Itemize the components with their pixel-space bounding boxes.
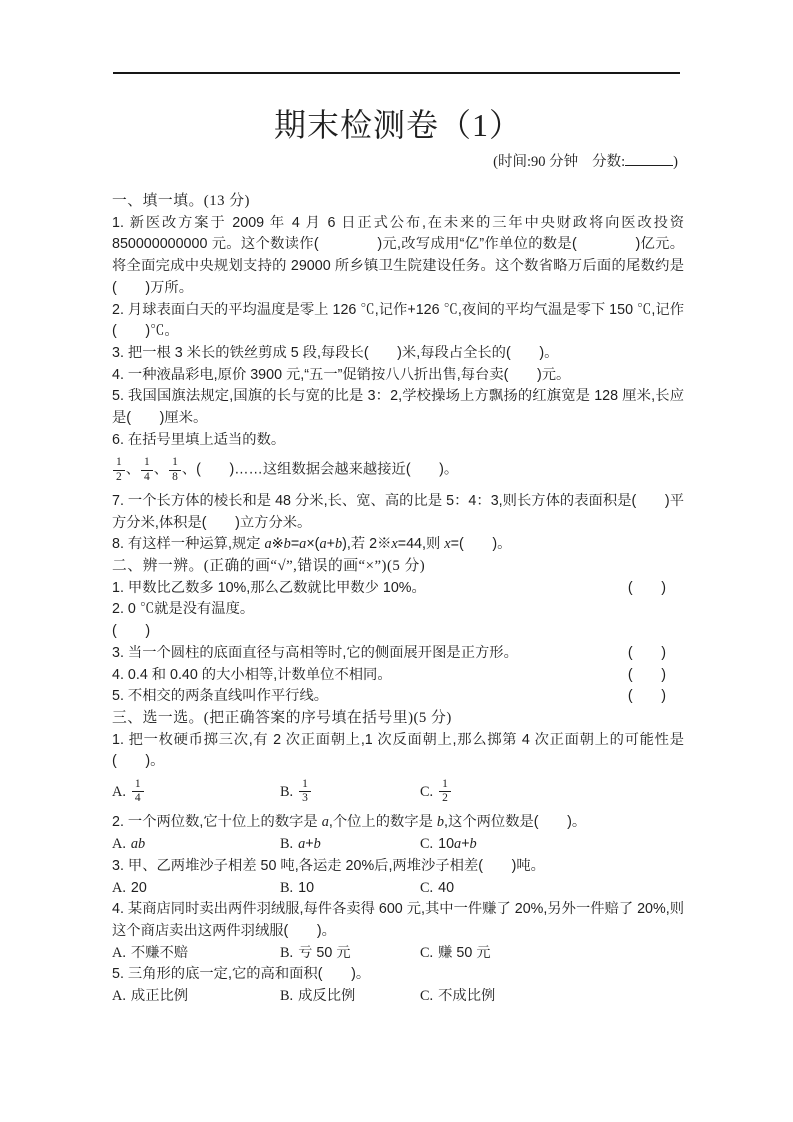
question-text: 7. 一个长方体的棱长和是 48 分米,长、宽、高的比是 5：4：3,则长方体的表面积是( )平方分米,体积是( )立方分米。 bbox=[112, 492, 684, 531]
fraction bbox=[169, 456, 181, 483]
fraction bbox=[141, 456, 153, 483]
math-variable: a bbox=[319, 536, 327, 553]
fraction-denominator: 2 bbox=[442, 792, 448, 805]
section-heading: 三、选一选。(把正确答案的序号填在括号里)(5 分) bbox=[112, 709, 452, 726]
question-text: 8. 有这样一种运算,规定 a※b=a×(a+b),若 2※x=44,则 x=( )。 bbox=[112, 536, 512, 553]
meta-close: ) bbox=[673, 154, 678, 170]
fraction bbox=[299, 778, 311, 805]
option-label: A. bbox=[112, 879, 126, 896]
true-false-text: 4. 0.4 和 0.40 的大小相等,计数单位不相同。 bbox=[112, 666, 392, 683]
answer-blank: ( ) bbox=[627, 644, 666, 661]
fraction-denominator: 8 bbox=[172, 470, 178, 483]
fraction-numerator: 1 bbox=[141, 456, 153, 470]
fraction-numerator: 1 bbox=[299, 778, 311, 792]
question-text: 5. 三角形的底一定,它的高和面积( )。 bbox=[112, 966, 371, 983]
options-row bbox=[112, 943, 684, 965]
options-row bbox=[112, 878, 684, 900]
question-text: 6. 在括号里填上适当的数。 bbox=[112, 431, 286, 448]
exam-meta bbox=[112, 150, 678, 171]
option-label: B. bbox=[280, 988, 294, 1005]
fraction-denominator: 3 bbox=[302, 792, 308, 805]
fraction-numerator: 1 bbox=[439, 778, 451, 792]
section-heading: 一、填一填。(13 分) bbox=[112, 193, 250, 209]
fraction bbox=[132, 778, 144, 805]
math-variable: a bbox=[298, 836, 306, 853]
option-label: C. bbox=[420, 988, 434, 1005]
fraction-numerator: 1 bbox=[169, 456, 181, 470]
header-rule bbox=[113, 72, 680, 74]
question-text: 3. 把一根 3 米长的铁丝剪成 5 段,每段长( )米,每段占全长的( )。 bbox=[112, 344, 559, 361]
math-variable: a bbox=[299, 536, 307, 553]
option-b: B. 成反比例 bbox=[280, 988, 356, 1005]
true-false-item bbox=[112, 686, 684, 708]
question-text: 2. 月球表面白天的平均温度是零上 126 ℃,记作+126 ℃,夜间的平均气温是零下 150 ℃,记作( )℃。 bbox=[112, 301, 684, 340]
time-label: (时间:90 分钟 bbox=[493, 154, 579, 170]
true-false-item bbox=[112, 578, 684, 600]
true-false-text: 3. 当一个圆柱的底面直径与高相等时,它的侧面展开图是正方形。 bbox=[112, 644, 518, 661]
option-c: C. 10a+b bbox=[420, 836, 477, 853]
math-variable: b bbox=[313, 836, 321, 853]
question-text: 4. 一种液晶彩电,原价 3900 元,“五一”促销按八八折出售,每台卖( )元。 bbox=[112, 366, 571, 383]
option-label: B. bbox=[280, 836, 294, 853]
fraction-line: $\frac{1}{2}$ 、 $\frac{1}{4}$ 、 $\frac{1}{8}$ 、( )……这组数据会越来越接近( )。 bbox=[112, 451, 684, 490]
option-label: C. bbox=[420, 879, 434, 896]
true-false-item bbox=[112, 643, 684, 665]
fraction-numerator: 1 bbox=[132, 778, 144, 792]
fraction-denominator: 2 bbox=[116, 470, 122, 483]
option-label: C. bbox=[420, 783, 434, 800]
exam-page bbox=[112, 84, 684, 1008]
true-false-text: 5. 不相交的两条直线叫作平行线。 bbox=[112, 688, 329, 705]
math-variable: a bbox=[321, 814, 329, 831]
option-label: B. bbox=[280, 879, 294, 896]
score-blank bbox=[625, 150, 673, 166]
question-text: 4. 某商店同时卖出两件羽绒服,每件各卖得 600 元,其中一件赚了 20%,另外一件赔了 20%,则这个商店卖出这两件羽绒服( )。 bbox=[112, 901, 684, 939]
option-b: B. 亏 50 元 bbox=[280, 944, 351, 961]
answer-blank: ( ) bbox=[627, 579, 666, 596]
option-a: A. 20 bbox=[112, 879, 147, 896]
math-variable: x bbox=[444, 536, 451, 553]
option-a: A. 不赚不赔 bbox=[112, 944, 189, 961]
option-a: A. 成正比例 bbox=[112, 988, 189, 1005]
option-label: B. bbox=[280, 944, 294, 961]
option-a bbox=[112, 834, 280, 856]
option-label: A. bbox=[112, 836, 126, 853]
true-false-text: 1. 甲数比乙数多 10%,那么乙数就比甲数少 10%。 bbox=[112, 579, 426, 596]
option-label: C. bbox=[420, 836, 434, 853]
fraction-denominator: 4 bbox=[134, 792, 141, 805]
question-text: 5. 我国国旗法规定,国旗的长与宽的比是 3：2,学校操场上方飘扬的红旗宽是 128 厘米,长应是( )厘米。 bbox=[112, 388, 684, 427]
fraction-denominator: 4 bbox=[144, 470, 150, 483]
option-c: C. 不成比例 bbox=[420, 988, 496, 1005]
option-c: C. 赚 50 元 bbox=[420, 944, 491, 961]
question-text: 3. 甲、乙两堆沙子相差 50 吨,各运走 20%后,两堆沙子相差( )吨。 bbox=[112, 857, 545, 874]
option-c: C. 40 bbox=[420, 879, 455, 896]
answer-blank: ( ) bbox=[627, 666, 666, 683]
math-variable: b bbox=[469, 836, 477, 853]
options-row bbox=[112, 773, 684, 812]
exam-body bbox=[112, 191, 684, 1008]
math-variable: ab bbox=[130, 836, 146, 853]
options-row bbox=[112, 986, 684, 1008]
fraction bbox=[439, 778, 451, 805]
option-a bbox=[112, 778, 280, 805]
option-b: B. 10 bbox=[280, 879, 315, 896]
question-text: 1. 新医改方案于 2009 年 4 月 6 日正式公布,在未来的三年中央财政将向医改投资 850000000000 元。这个数读作( )元,改写成用“亿”作单位的数是( )亿元。将全面完成中央规划支持的 29000 所乡镇卫生院建设任务。这个数省略万后面的尾数约是( )万所。 bbox=[112, 214, 684, 296]
answer-blank: ( ) bbox=[627, 688, 666, 705]
math-variable: x bbox=[391, 536, 398, 553]
question-text: 1. 把一枚硬币掷三次,有 2 次正面朝上,1 次反面朝上,那么掷第 4 次正面朝上的可能性是( )。 bbox=[112, 731, 684, 770]
math-variable: a bbox=[454, 836, 462, 853]
math-variable: b bbox=[283, 536, 291, 553]
option-label: A. bbox=[112, 988, 126, 1005]
question-text: 2. 一个两位数,它十位上的数字是 a,个位上的数字是 b,这个两位数是( )。 bbox=[112, 814, 587, 831]
fraction-numerator: 1 bbox=[113, 456, 125, 470]
score-label: 分数: bbox=[592, 154, 626, 170]
option-label: A. bbox=[112, 944, 126, 961]
math-variable: b bbox=[436, 814, 445, 831]
question-text: 2. 0 ℃就是没有温度。 bbox=[112, 601, 255, 618]
option-c bbox=[420, 778, 684, 805]
option-label: A. bbox=[112, 783, 126, 800]
page-title: 期末检测卷（1） bbox=[273, 107, 522, 143]
options-row bbox=[112, 834, 684, 856]
math-variable: b bbox=[334, 536, 343, 553]
section-heading: 二、辨一辨。(正确的画“√”,错误的画“×”)(5 分) bbox=[112, 557, 426, 574]
fraction bbox=[113, 456, 125, 483]
option-label: B. bbox=[280, 783, 294, 800]
option-b bbox=[280, 778, 420, 805]
option-label: C. bbox=[420, 944, 434, 961]
option-b: B. a+b bbox=[280, 836, 321, 853]
question-text: ( ) bbox=[112, 623, 151, 640]
math-variable: a bbox=[264, 536, 272, 553]
true-false-item bbox=[112, 665, 684, 687]
